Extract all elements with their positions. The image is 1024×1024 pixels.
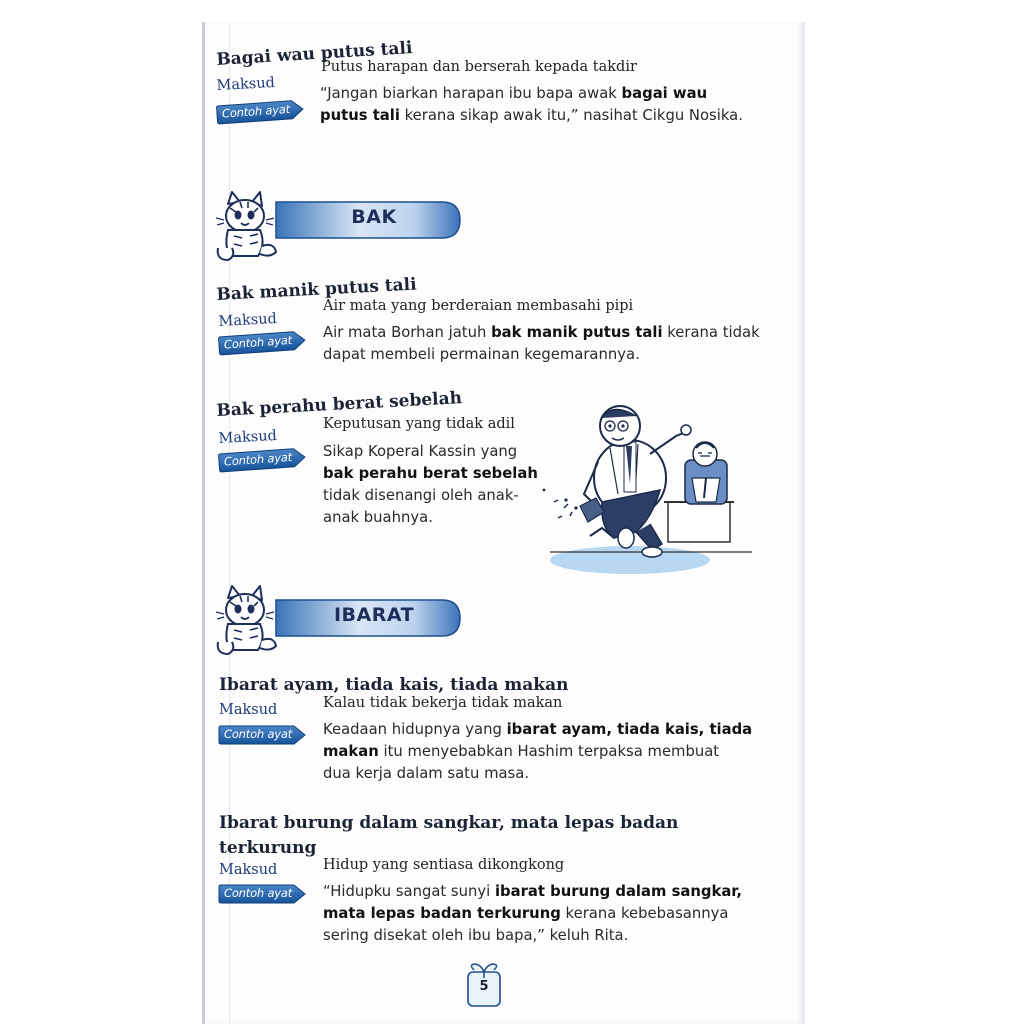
phrase-heading: Bagai wau putus tali — [215, 38, 413, 70]
example-line: Keadaan hidupnya yang ibarat ayam, tiada kais, tiada — [323, 721, 753, 738]
tag-label: Contoh ayat — [223, 332, 293, 352]
example-sentence — [323, 441, 553, 529]
example-line: Sikap Koperal Kassin yang — [323, 443, 518, 460]
example-sentence — [320, 83, 790, 127]
example-sentence — [323, 322, 783, 366]
meaning-text: Kalau tidak bekerja tidak makan — [323, 695, 563, 711]
maksud-label: Maksud — [219, 862, 278, 878]
meaning-text: Hidup yang sentiasa dikongkong — [323, 857, 565, 873]
man-kicking-cartoon-illustration — [540, 398, 762, 578]
example-line: dua kerja dalam satu masa. — [323, 765, 530, 782]
example-sentence — [323, 881, 793, 947]
page-number: 5 — [479, 979, 489, 994]
example-line: putus tali kerana sikap awak itu,” nasihat Cikgu Nosika. — [320, 107, 743, 124]
phrase-heading: Bak manik putus tali — [215, 274, 418, 305]
section-title: IBARAT — [333, 604, 415, 626]
tag-label: Contoh ayat — [224, 727, 293, 741]
example-sentence — [323, 719, 793, 785]
example-line: makan itu menyebabkan Hashim terpaksa membuat — [323, 743, 720, 760]
phrase-heading-line2: terkurung — [219, 838, 317, 858]
tag-label: Contoh ayat — [221, 101, 291, 121]
example-line: sering disekat oleh ibu bapa,” keluh Rita. — [323, 927, 629, 944]
example-line: tidak disenangi oleh anak- — [323, 487, 519, 504]
phrase-heading: Ibarat ayam, tiada kais, tiada makan — [219, 675, 569, 695]
meaning-text: Air mata yang berderaian membasahi pipi — [323, 298, 634, 314]
example-line: Air mata Borhan jatuh bak manik putus tali kerana tidak — [323, 324, 760, 341]
section-title: BAK — [351, 206, 397, 228]
maksud-label: Maksud — [219, 702, 278, 718]
meaning-text: Keputusan yang tidak adil — [323, 416, 515, 432]
example-line: “Jangan biarkan harapan ibu bapa awak bagai wau — [320, 85, 708, 102]
example-line: mata lepas badan terkurung kerana kebebasannya — [323, 905, 729, 922]
tag-label: Contoh ayat — [223, 449, 293, 469]
section-banner — [214, 596, 462, 644]
contoh-ayat-tag — [218, 725, 306, 745]
example-line: “Hidupku sangat sunyi ibarat burung dalam sangkar, — [323, 883, 743, 900]
page-number-badge — [462, 962, 506, 1010]
section-banner — [214, 196, 462, 244]
tag-label: Contoh ayat — [224, 886, 293, 900]
example-line: bak perahu berat sebelah — [323, 465, 538, 482]
phrase-heading: Bak perahu berat sebelah — [215, 388, 463, 421]
maksud-label: Maksud — [218, 427, 278, 447]
example-line: dapat membeli permainan kegemarannya. — [323, 346, 640, 363]
maksud-label: Maksud — [216, 74, 276, 94]
example-line: anak buahnya. — [323, 509, 433, 526]
maksud-label: Maksud — [218, 310, 278, 330]
phrase-heading: Ibarat burung dalam sangkar, mata lepas badan — [219, 813, 679, 833]
meaning-text: Putus harapan dan berserah kepada takdir — [321, 59, 637, 75]
contoh-ayat-tag — [218, 884, 306, 904]
